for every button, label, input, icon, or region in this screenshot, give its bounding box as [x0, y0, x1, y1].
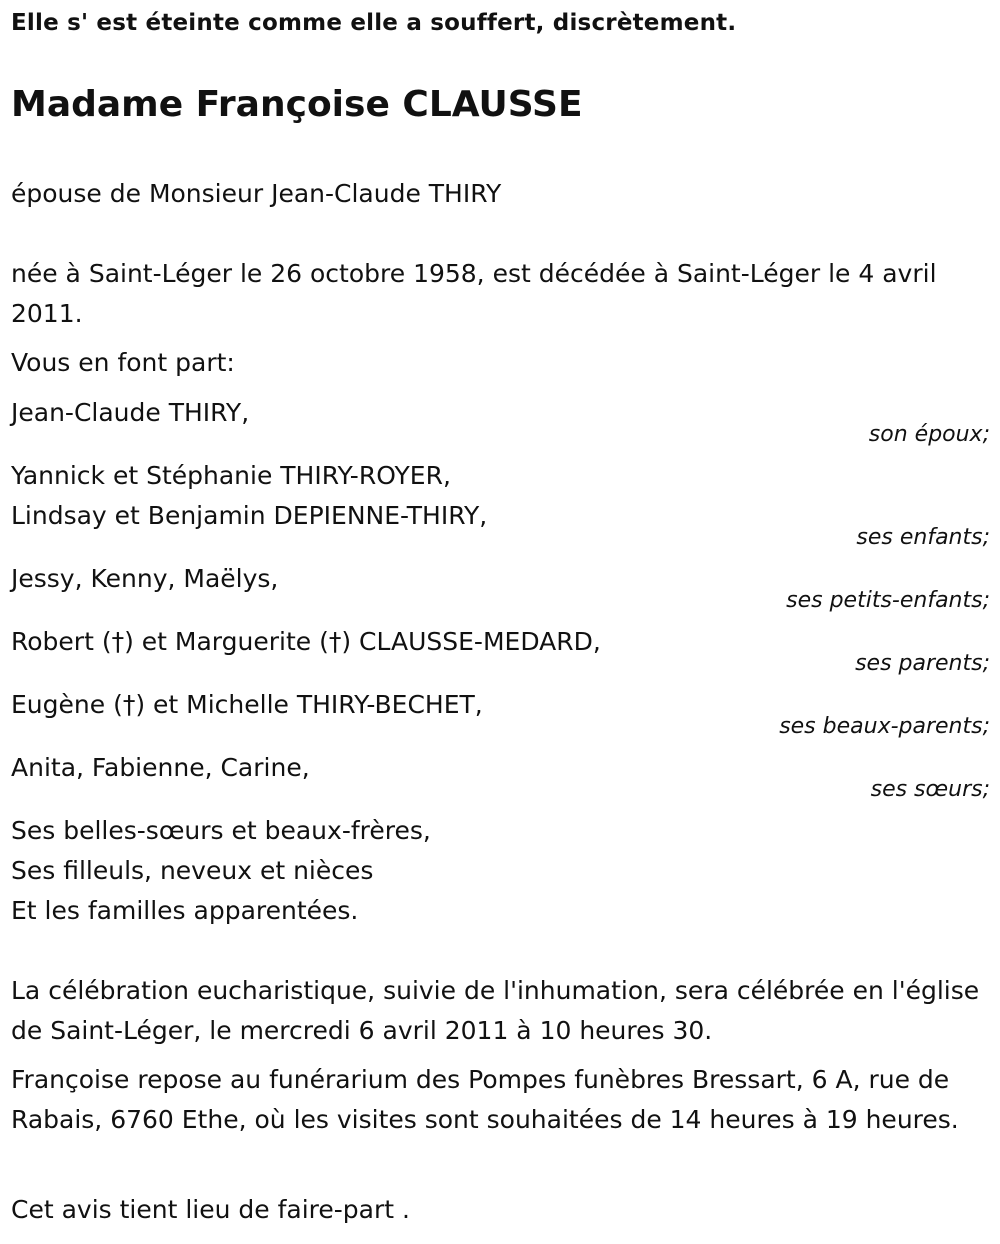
- children-role: ses enfants;: [856, 525, 990, 550]
- spouse-name: Jean-Claude THIRY,: [11, 398, 250, 427]
- sisters: Anita, Fabienne, Carine,: [11, 753, 310, 782]
- closing-text: Cet avis tient lieu de faire-part .: [11, 1195, 410, 1224]
- parents-role: ses parents;: [855, 651, 990, 676]
- extended-family-1: Ses belles-sœurs et beaux-frères,: [11, 816, 431, 845]
- grandchildren: Jessy, Kenny, Maëlys,: [11, 564, 279, 593]
- celebration-text: La célébration eucharistique, suivie de l'inhumation, sera célébrée en l'église de Saint-Léger, le mercredi 6 avril 2011 à 10 heures 30.: [11, 976, 980, 1045]
- tagline: Elle s' est éteinte comme elle a souffert, discrètement.: [11, 10, 737, 36]
- in-laws-role: ses beaux-parents;: [779, 714, 990, 739]
- announce-line: Vous en font part:: [11, 348, 235, 377]
- spouse-line: épouse de Monsieur Jean-Claude THIRY: [11, 179, 502, 208]
- grandchildren-role: ses petits-enfants;: [786, 588, 990, 613]
- child-1: Yannick et Stéphanie THIRY-ROYER,: [11, 461, 451, 490]
- funerarium-text: Françoise repose au funérarium des Pompes funèbres Bressart, 6 A, rue de Rabais, 6760 Ethe, où les visites sont souhaitées de 14 heures à 19 heures.: [11, 1065, 959, 1134]
- spouse-role: son époux;: [868, 422, 990, 447]
- in-laws: Eugène (†) et Michelle THIRY-BECHET,: [11, 690, 483, 719]
- extended-family-3: Et les familles apparentées.: [11, 896, 359, 925]
- parents: Robert (†) et Marguerite (†) CLAUSSE-MEDARD,: [11, 627, 601, 656]
- deceased-name: Madame Françoise CLAUSSE: [11, 84, 583, 125]
- extended-family-2: Ses filleuls, neveux et nièces: [11, 856, 374, 885]
- sisters-role: ses sœurs;: [870, 777, 990, 802]
- birth-death-line: née à Saint-Léger le 26 octobre 1958, est décédée à Saint-Léger le 4 avril 2011.: [11, 259, 937, 328]
- child-2: Lindsay et Benjamin DEPIENNE-THIRY,: [11, 501, 488, 530]
